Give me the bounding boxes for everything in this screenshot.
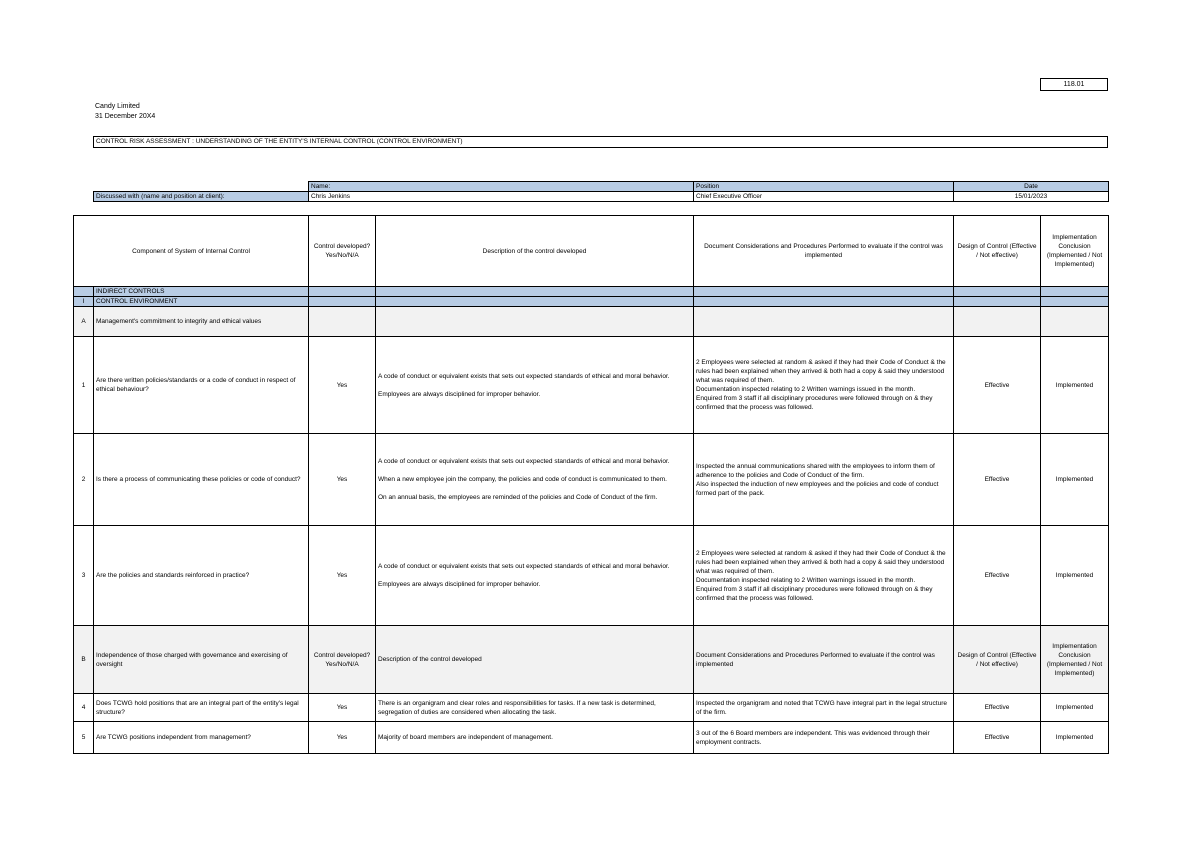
row-considerations: Inspected the annual communications shared with the employees to inform them of adherence to the policies and Code of Conduct of the firm. Also inspected the induction of new employees and the policies and code of conduct formed part of the pack. xyxy=(694,434,954,526)
row-description: There is an organigram and clear roles and responsibilities for tasks. If a new task is determined, segregation of duties are considered when allocating the task. xyxy=(376,694,694,722)
row-number: 1 xyxy=(74,337,94,434)
table-row xyxy=(74,694,1109,722)
position-header: Position xyxy=(694,182,954,192)
row-number: 2 xyxy=(74,434,94,526)
company-name: Candy Limited xyxy=(95,103,140,110)
header-component: Component of System of Internal Control xyxy=(74,216,309,287)
control-environment-label: CONTROL ENVIRONMENT xyxy=(94,297,309,307)
row-question: Is there a process of communicating these policies or code of conduct? xyxy=(94,434,309,526)
row-implementation: Implemented xyxy=(1041,722,1109,754)
row-question: Does TCWG hold positions that are an integral part of the entity's legal structure? xyxy=(94,694,309,722)
subsection-b-letter: B xyxy=(74,626,94,694)
row-question: Are TCWG positions independent from management? xyxy=(94,722,309,754)
header-description: Description of the control developed xyxy=(376,216,694,287)
indirect-controls-label: INDIRECT CONTROLS xyxy=(94,287,309,297)
name-header: Name: xyxy=(309,182,694,192)
row-developed: Yes xyxy=(309,694,376,722)
table-row xyxy=(74,526,1109,626)
control-table xyxy=(73,215,1109,754)
subsection-b-considerations: Document Considerations and Procedures Performed to evaluate if the control was implemented xyxy=(694,626,954,694)
discussed-with-label: Discussed with (name and position at client): xyxy=(94,192,309,202)
subsection-b-row xyxy=(74,626,1109,694)
row-implementation: Implemented xyxy=(1041,694,1109,722)
discussion-date: 15/01/2023 xyxy=(954,192,1109,202)
row-design: Effective xyxy=(954,434,1041,526)
company-date: 31 December 20X4 xyxy=(95,113,156,120)
document-title: CONTROL RISK ASSESSMENT : UNDERSTANDING OF THE ENTITY'S INTERNAL CONTROL (CONTROL ENVIRONMENT) xyxy=(93,136,1108,148)
row-design: Effective xyxy=(954,337,1041,434)
row-considerations: Inspected the organigram and noted that TCWG have integral part in the legal structure of the firm. xyxy=(694,694,954,722)
subsection-b-design: Design of Control (Effective / Not effective) xyxy=(954,626,1041,694)
subsection-b-developed: Control developed? Yes/No/N/A xyxy=(309,626,376,694)
row-question: Are the policies and standards reinforced in practice? xyxy=(94,526,309,626)
table-row xyxy=(74,434,1109,526)
section-number: I xyxy=(74,297,94,307)
discussion-table xyxy=(93,181,1109,202)
row-implementation: Implemented xyxy=(1041,337,1109,434)
row-implementation: Implemented xyxy=(1041,434,1109,526)
row-number: 5 xyxy=(74,722,94,754)
table-row xyxy=(74,722,1109,754)
company-block xyxy=(95,102,155,122)
date-header: Date xyxy=(954,182,1109,192)
row-implementation: Implemented xyxy=(1041,526,1109,626)
subsection-b-title: Independence of those charged with governance and exercising of oversight xyxy=(94,626,309,694)
client-position: Chief Executive Officer xyxy=(694,192,954,202)
table-row xyxy=(74,337,1109,434)
header-design: Design of Control (Effective / Not effective) xyxy=(954,216,1041,287)
subsection-a-row xyxy=(74,307,1109,337)
row-developed: Yes xyxy=(309,434,376,526)
client-name: Chris Jenkins xyxy=(309,192,694,202)
table-header-row xyxy=(74,216,1109,287)
indirect-controls-row xyxy=(74,287,1109,297)
reference-number: 118.01 xyxy=(1040,78,1108,91)
row-considerations: 2 Employees were selected at random & asked if they had their Code of Conduct & the rules had been explained when they arrived & both had a copy & said they understood what was required of them. Documentation inspected relating to 2 Written warnings issued in the month. Enquired from 3 staff if all disciplinary procedures were followed through on & they confirmed that the process was followed. xyxy=(694,337,954,434)
subsection-b-description: Description of the control developed xyxy=(376,626,694,694)
row-description: A code of conduct or equivalent exists that sets out expected standards of ethical and moral behavior. Employees are always disciplined for improper behavior. xyxy=(376,526,694,626)
row-description: A code of conduct or equivalent exists that sets out expected standards of ethical and moral behavior. When a new employee join the company, the policies and code of conduct is communicated to them. On an annual basis, the employees are reminded of the policies and Code of Conduct of the firm. xyxy=(376,434,694,526)
row-considerations: 3 out of the 6 Board members are independent. This was evidenced through their employment contracts. xyxy=(694,722,954,754)
row-design: Effective xyxy=(954,694,1041,722)
row-number: 3 xyxy=(74,526,94,626)
control-environment-row xyxy=(74,297,1109,307)
header-considerations: Document Considerations and Procedures Performed to evaluate if the control was implemented xyxy=(694,216,954,287)
subsection-b-implementation: Implementation Conclusion (Implemented / Not Implemented) xyxy=(1041,626,1109,694)
row-description: A code of conduct or equivalent exists that sets out expected standards of ethical and moral behavior. Employees are always disciplined for improper behavior. xyxy=(376,337,694,434)
row-description: Majority of board members are independent of management. xyxy=(376,722,694,754)
subsection-a-letter: A xyxy=(74,307,94,337)
row-design: Effective xyxy=(954,722,1041,754)
row-developed: Yes xyxy=(309,722,376,754)
row-considerations: 2 Employees were selected at random & asked if they had their Code of Conduct & the rules had been explained when they arrived & both had a copy & said they understood what was required of them. Documentation inspected relating to 2 Written warnings issued in the month. Enquired from 3 staff if all disciplinary procedures were followed through on & they confirmed that the process was followed. xyxy=(694,526,954,626)
row-developed: Yes xyxy=(309,337,376,434)
row-number: 4 xyxy=(74,694,94,722)
header-developed: Control developed? Yes/No/N/A xyxy=(309,216,376,287)
row-developed: Yes xyxy=(309,526,376,626)
header-implementation: Implementation Conclusion (Implemented / Not Implemented) xyxy=(1041,216,1109,287)
row-question: Are there written policies/standards or a code of conduct in respect of ethical behaviour? xyxy=(94,337,309,434)
row-design: Effective xyxy=(954,526,1041,626)
subsection-a-title: Management's commitment to integrity and ethical values xyxy=(94,307,309,337)
